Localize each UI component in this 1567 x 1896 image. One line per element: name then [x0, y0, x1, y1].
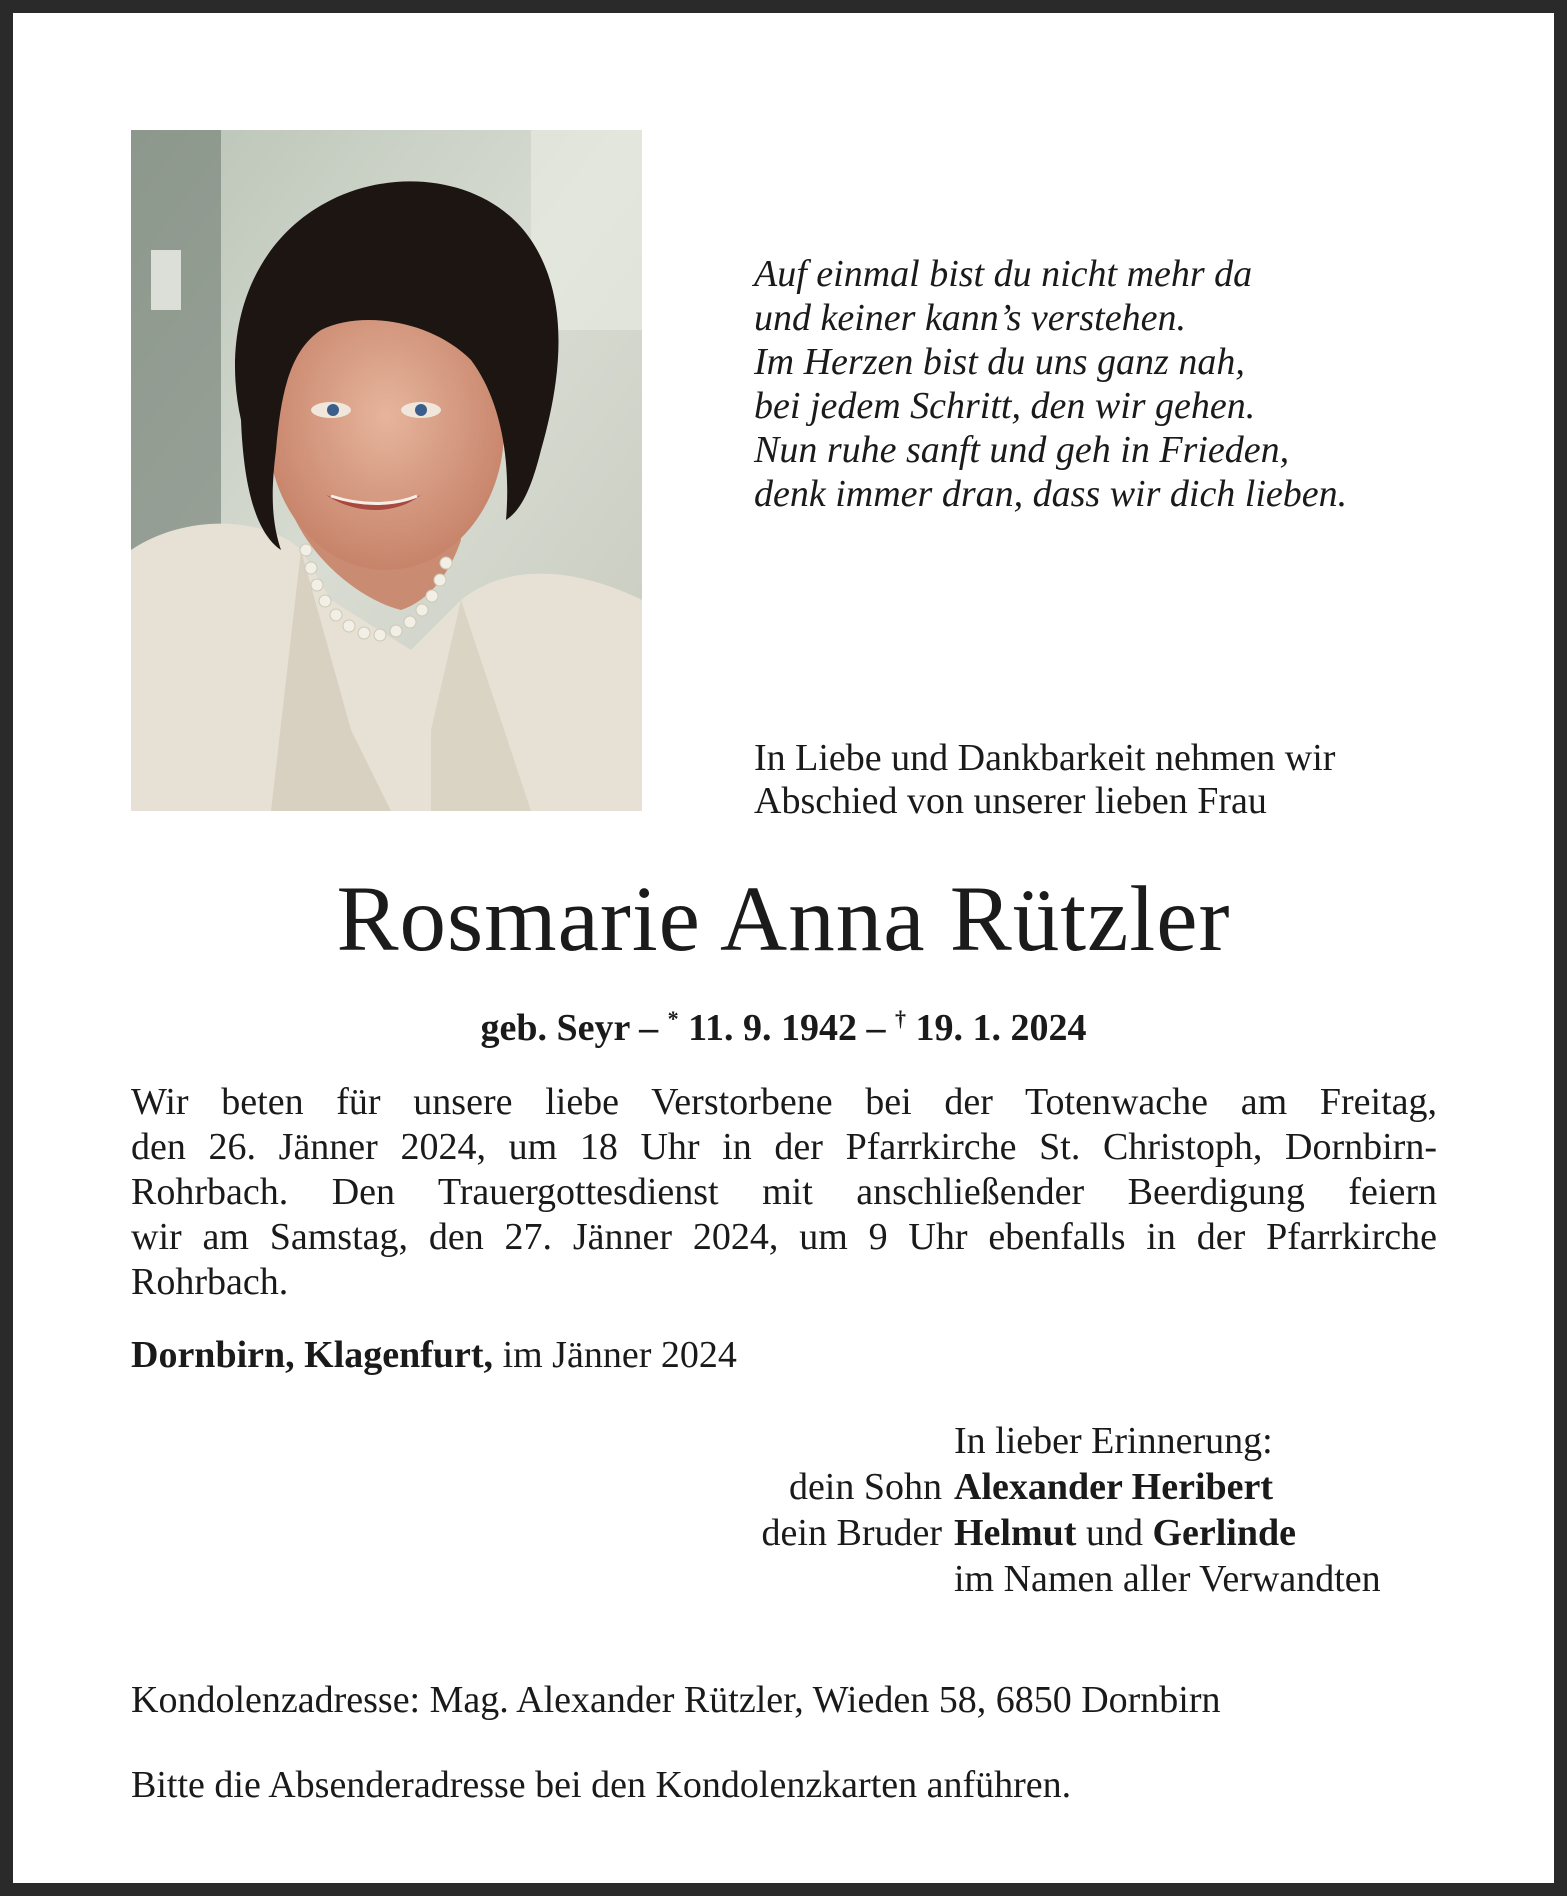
brother-label: dein Bruder: [761, 1512, 942, 1554]
birth-date: 11. 9. 1942 –: [678, 1007, 896, 1049]
service-line: wir am Samstag, den 27. Jänner 2024, um 9 Uhr ebenfalls in der Pfarrkirche: [131, 1216, 1437, 1258]
mourners-closing: im Namen aller Verwandten: [954, 1558, 1381, 1600]
portrait-photo: [131, 130, 642, 811]
birth-symbol: *: [667, 1006, 679, 1031]
poem-line: bei jedem Schritt, den wir gehen.: [754, 385, 1256, 427]
farewell-intro: [754, 737, 1454, 823]
service-line: Rohrbach. Den Trauergottesdienst mit anschließender Beerdigung feiern: [131, 1171, 1437, 1213]
month-year: im Jänner 2024: [493, 1334, 737, 1376]
mourners-heading-row: [600, 1418, 1436, 1464]
mourners-heading: In lieber Erinnerung:: [954, 1420, 1273, 1462]
portrait-image: [131, 130, 642, 811]
life-dates: [0, 996, 1567, 1051]
service-line: Rohrbach.: [131, 1261, 289, 1303]
sister-in-law-name: Gerlinde: [1152, 1512, 1296, 1554]
intro-line: In Liebe und Dankbarkeit nehmen wir: [754, 737, 1336, 779]
service-line: den 26. Jänner 2024, um 18 Uhr in der Pfarrkirche St. Christoph, Dornbirn-: [131, 1126, 1437, 1168]
mourners-closing-row: [600, 1556, 1436, 1602]
intro-line: Abschied von unserer lieben Frau: [754, 780, 1267, 822]
poem-line: Im Herzen bist du uns ganz nah,: [754, 341, 1245, 383]
condolence-address: Kondolenzadresse: Mag. Alexander Rützler, Wieden 58, 6850 Dornbirn: [131, 1679, 1221, 1721]
sender-note: Bitte die Absenderadresse bei den Kondolenzkarten anführen.: [131, 1764, 1072, 1806]
poem-line: Nun ruhe sanft und geh in Frieden,: [754, 429, 1290, 471]
deceased-name: Rosmarie Anna Rützler: [336, 868, 1231, 971]
poem-line: Auf einmal bist du nicht mehr da: [754, 253, 1253, 295]
death-date: 19. 1. 2024: [906, 1007, 1087, 1049]
service-line: Wir beten für unsere liebe Verstorbene bei der Totenwache am Freitag,: [131, 1081, 1437, 1123]
place-and-date: [131, 1333, 737, 1378]
death-symbol: †: [895, 1006, 907, 1031]
mourners-block: [600, 1418, 1436, 1602]
son-label: dein Sohn: [788, 1466, 942, 1508]
mourner-son-row: [600, 1464, 1436, 1510]
service-details: [131, 1080, 1437, 1305]
poem-line: und keiner kann’s verstehen.: [754, 297, 1186, 339]
poem-line: denk immer dran, dass wir dich lieben.: [754, 473, 1348, 515]
place-names: Dornbirn, Klagenfurt,: [131, 1334, 494, 1376]
son-name: Alexander Heribert: [954, 1466, 1274, 1508]
memorial-poem: [754, 252, 1474, 516]
conjunction: und: [1076, 1512, 1153, 1554]
maiden-name: geb. Seyr –: [480, 1007, 668, 1049]
mourner-brother-row: [600, 1510, 1436, 1556]
brother-name: Helmut: [954, 1512, 1077, 1554]
